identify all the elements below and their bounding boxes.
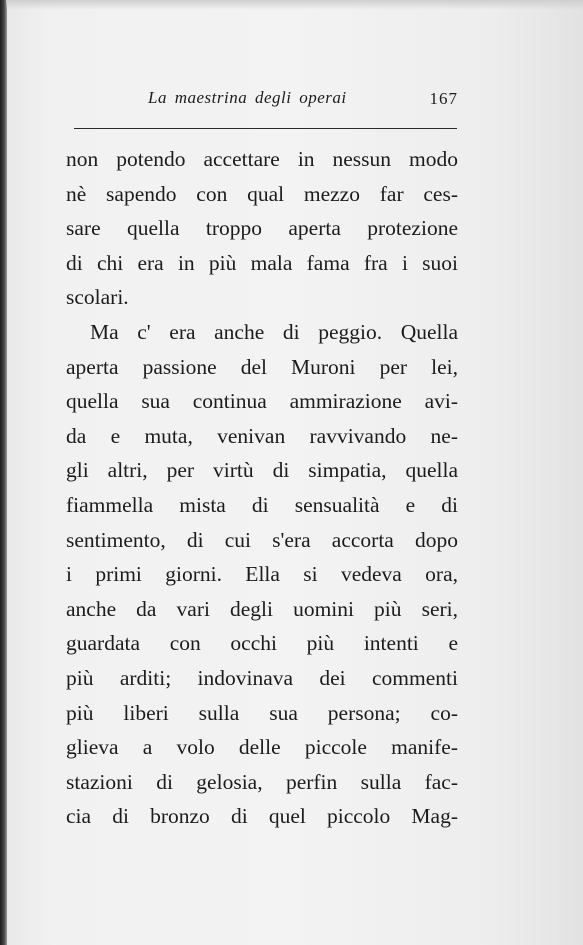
text-line: glieva a volo delle piccole manife- bbox=[66, 735, 458, 760]
page-top-shadow bbox=[6, 0, 583, 10]
text-line: cia di bronzo di quel piccolo Mag- bbox=[66, 804, 458, 829]
body-text bbox=[66, 142, 458, 834]
text-line: più liberi sulla sua persona; co- bbox=[66, 700, 458, 725]
text-line: gli altri, per virtù di simpatia, quella bbox=[66, 458, 458, 483]
page-number: 167 bbox=[429, 89, 458, 108]
text-line: da e muta, venivan ravvivando ne- bbox=[66, 423, 458, 448]
text-line: di chi era in più mala fama fra i suoi bbox=[66, 250, 458, 275]
page-header bbox=[148, 88, 458, 114]
text-line: più arditi; indovinava dei commenti bbox=[66, 665, 458, 690]
text-line: Ma c' era anche di peggio. Quella bbox=[90, 319, 458, 344]
text-line: non potendo accettare in nessun modo bbox=[66, 147, 458, 171]
page-binding-edge bbox=[0, 0, 7, 945]
text-line: i primi giorni. Ella si vedeva ora, bbox=[66, 562, 458, 587]
text-line: aperta passione del Muroni per lei, bbox=[66, 354, 458, 379]
text-line: sentimento, di cui s'era accorta dopo bbox=[66, 527, 458, 552]
text-line: sare quella troppo aperta protezione bbox=[66, 216, 458, 241]
text-line: stazioni di gelosia, perfin sulla fac- bbox=[66, 769, 458, 794]
text-line: fiammella mista di sensualità e di bbox=[66, 492, 458, 517]
text-line: nè sapendo con qual mezzo far ces- bbox=[66, 181, 458, 206]
header-rule bbox=[74, 128, 457, 129]
running-title: La maestrina degli operai bbox=[148, 88, 347, 107]
text-line: anche da vari degli uomini più seri, bbox=[66, 596, 458, 621]
text-line: quella sua continua ammirazione avi- bbox=[66, 389, 458, 414]
text-line: scolari. bbox=[66, 285, 129, 310]
text-line: guardata con occhi più intenti e bbox=[66, 631, 458, 656]
